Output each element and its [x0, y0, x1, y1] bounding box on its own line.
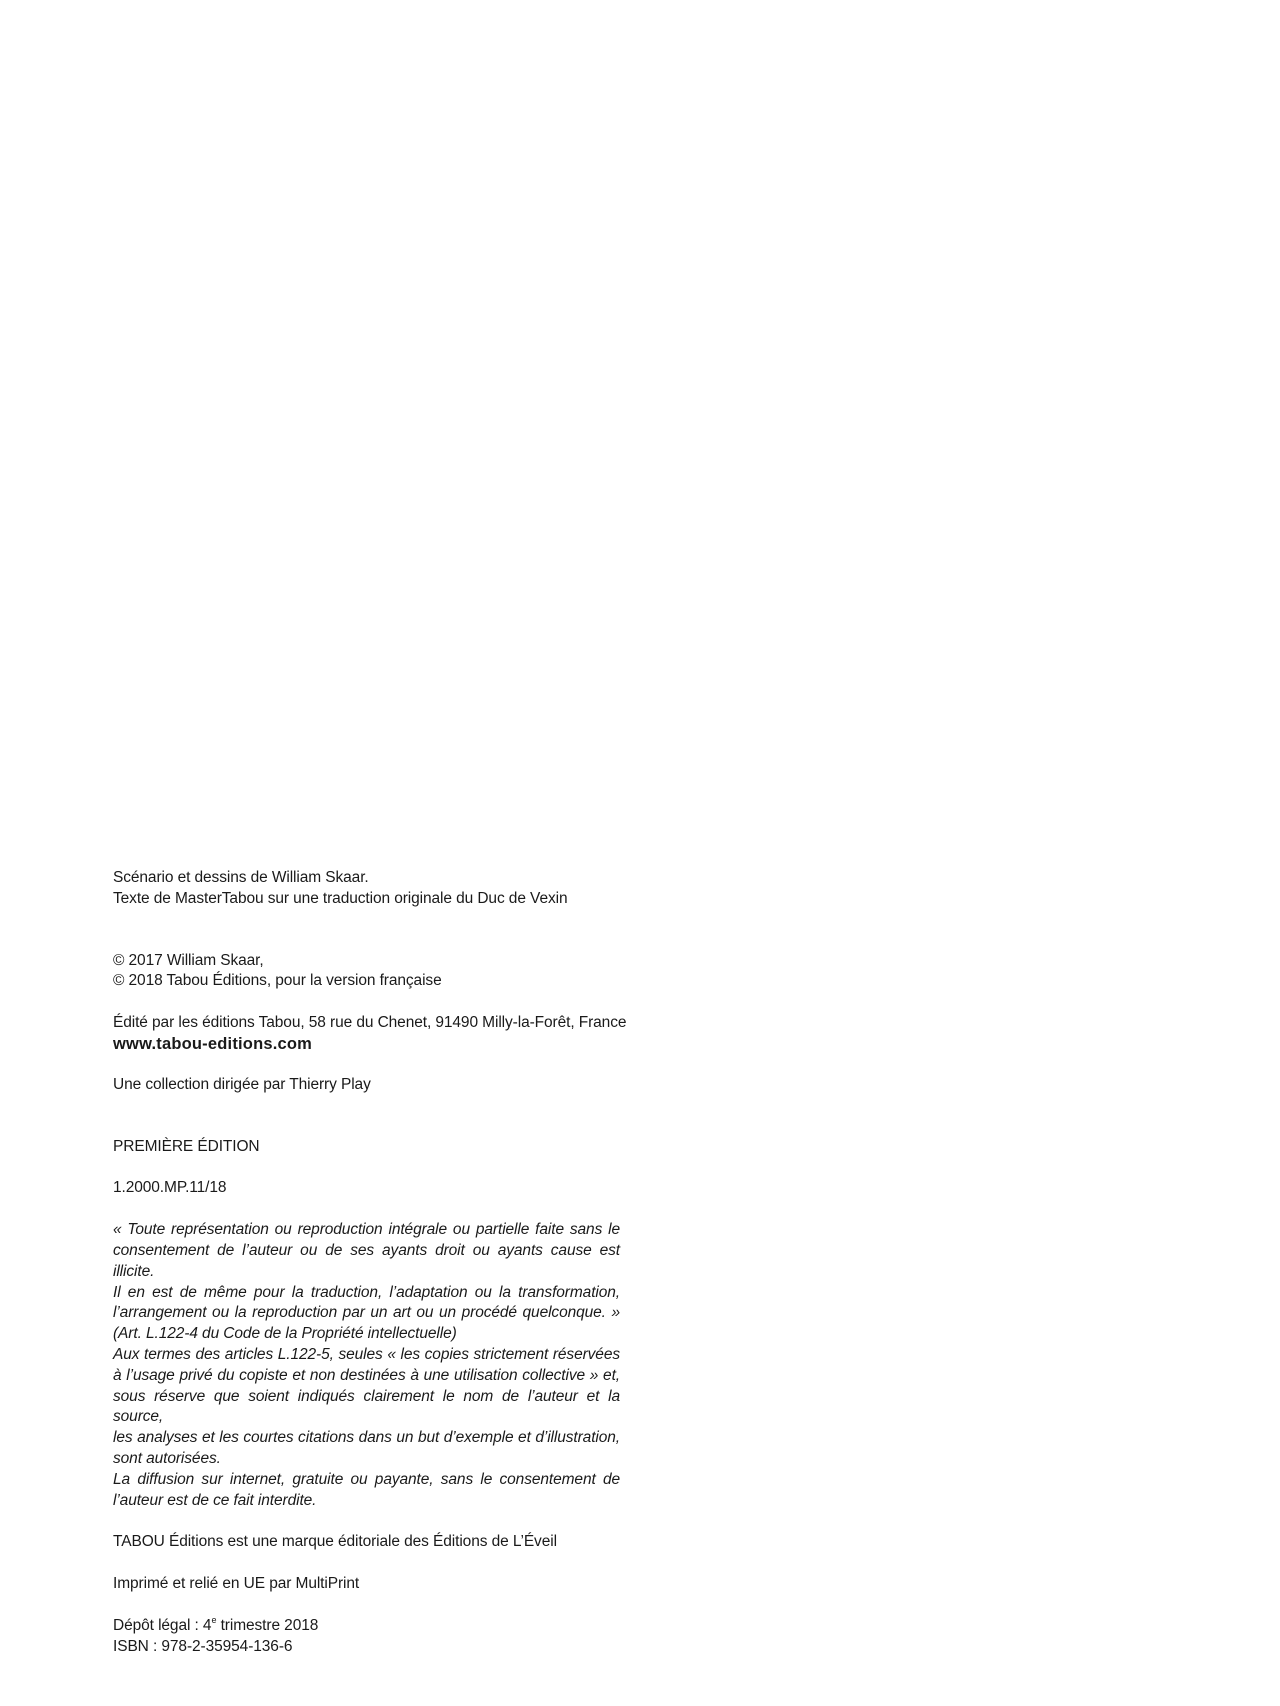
legal-notice-line: Aux termes des articles L.122-5, seules « les copies strictement réservées [113, 1345, 620, 1363]
publisher-website-link[interactable]: www.tabou-editions.com [113, 1034, 313, 1053]
legal-deposit-prefix: Dépôt légal : 4 [113, 1616, 212, 1634]
print-code-block [113, 1178, 620, 1199]
imprint-brand: TABOU Éditions est une marque éditoriale des Éditions de L’Éveil [113, 1533, 557, 1551]
legal-notice-line: sont autorisées. [113, 1449, 221, 1467]
printer-info: Imprimé et relié en UE par MultiPrint [113, 1575, 360, 1593]
credits-author: Scénario et dessins de William Skaar. [113, 869, 369, 886]
edition-block [113, 1137, 620, 1158]
deposit-block [113, 1616, 620, 1658]
legal-notice-line: les analyses et les courtes citations dans un but d’exemple et d’illustration, [113, 1429, 620, 1447]
legal-notice-line: l’arrangement ou la reproduction par un art ou un procédé quelconque. » [113, 1304, 620, 1322]
isbn: ISBN : 978-2-35954-136-6 [113, 1637, 293, 1655]
legal-notice-line: consentement de l’auteur ou de ses ayants droit ou ayants cause est illicite. [113, 1241, 620, 1280]
legal-notice-line: sous réserve que soient indiqués clairement le nom de l’auteur et la source, [113, 1387, 620, 1426]
copyright-author: © 2017 William Skaar, [113, 951, 264, 969]
printer-block [113, 1574, 620, 1595]
legal-deposit [113, 1616, 620, 1637]
imprint-brand-block [113, 1532, 620, 1553]
publisher-address: Édité par les éditions Tabou, 58 rue du Chenet, 91490 Milly-la-Forêt, France [113, 1014, 627, 1032]
legal-notice-line: La diffusion sur internet, gratuite ou payante, sans le consentement de [113, 1470, 620, 1488]
legal-notice-line: l’auteur est de ce fait interdite. [113, 1491, 317, 1509]
legal-notice-line: (Art. L.122-4 du Code de la Propriété intellectuelle) [113, 1325, 457, 1343]
legal-deposit-superscript: e [211, 1614, 217, 1625]
collection-block [113, 1075, 620, 1096]
print-code: 1.2000.MP.11/18 [113, 1179, 227, 1197]
legal-notice-line: « Toute représentation ou reproduction intégrale ou partielle faite sans le [113, 1221, 620, 1239]
credits-translation: Texte de MasterTabou sur une traduction originale du Duc de Vexin [113, 889, 568, 907]
colophon [113, 868, 627, 1658]
publisher-block [113, 1013, 627, 1055]
legal-notice-line: Il en est de même pour la traduction, l’adaptation ou la transformation, [113, 1283, 620, 1301]
copyright-block [113, 951, 620, 993]
edition-label: PREMIÈRE ÉDITION [113, 1137, 260, 1155]
legal-deposit-suffix: trimestre 2018 [216, 1616, 319, 1634]
legal-notice-line: à l’usage privé du copiste et non destinées à une utilisation collective » et, [113, 1366, 620, 1384]
copyright-publisher: © 2018 Tabou Éditions, pour la version française [113, 972, 442, 990]
collection-director: Une collection dirigée par Thierry Play [113, 1075, 371, 1093]
credits-block [113, 868, 620, 910]
legal-notice [113, 1220, 620, 1511]
